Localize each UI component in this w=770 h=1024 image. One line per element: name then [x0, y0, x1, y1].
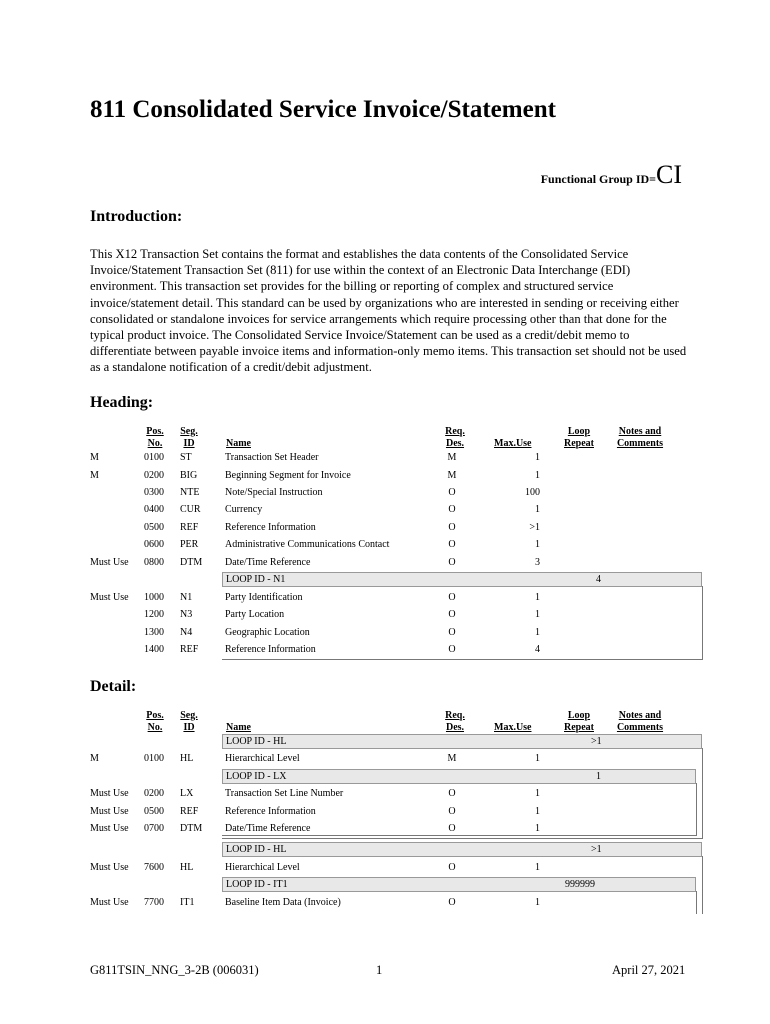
footer-doc-id: G811TSIN_NNG_3-2B (006031) — [90, 963, 259, 977]
table-row: Must Use 0500 REF Reference Information O 1 — [90, 806, 540, 817]
footer-page-number: 1 — [376, 963, 383, 977]
loop-n1-bar — [222, 572, 702, 587]
table-row: 1200 N3 Party Location O 1 — [144, 609, 540, 620]
heading-section-title: Heading: — [90, 394, 154, 411]
table-row: M 0200 BIG Beginning Segment for Invoice M 1 — [90, 470, 540, 481]
loop-hl-label: LOOP ID - HL — [226, 736, 287, 747]
loop-hl-repeat: >1 — [591, 736, 602, 747]
loop-n1-label: LOOP ID - N1 — [226, 574, 286, 585]
col-notes: Notes and Comments — [616, 426, 664, 449]
loop-lx-repeat: 1 — [596, 771, 601, 782]
loop-hl2-repeat: >1 — [591, 844, 602, 855]
table-row: 0300 NTE Note/Special Instruction O 100 — [144, 487, 540, 498]
loop-it1-repeat: 999999 — [565, 879, 595, 890]
table-row: Must Use 7600 HL Hierarchical Level O 1 — [90, 862, 540, 873]
col-loop: Loop Repeat — [564, 426, 594, 449]
table-row: Must Use 0700 DTM Date/Time Reference O 1 — [90, 823, 540, 834]
loop-hl-bar — [222, 734, 702, 749]
loop-hl2-bar — [222, 842, 702, 857]
table-row: Must Use 1000 N1 Party Identification O 1 — [90, 592, 540, 603]
table-row: M 0100 HL Hierarchical Level M 1 — [90, 753, 540, 764]
loop-it1-bar — [222, 877, 696, 892]
table-row: 1400 REF Reference Information O 4 — [144, 644, 540, 655]
col-req: Req. Des. — [445, 426, 465, 449]
table-row: Must Use 0200 LX Transaction Set Line Number O 1 — [90, 788, 540, 799]
loop-n1-repeat: 4 — [596, 574, 601, 585]
col-max: Max.Use — [494, 722, 532, 733]
col-loop: Loop Repeat — [564, 710, 594, 733]
table-row: 0400 CUR Currency O 1 — [144, 504, 540, 515]
col-pos: Pos. No. — [146, 426, 164, 449]
table-row: Must Use 7700 IT1 Baseline Item Data (Invoice) O 1 — [90, 897, 540, 908]
col-max: Max.Use — [494, 438, 532, 449]
functional-group-value: CI — [656, 160, 682, 189]
col-seg: Seg. ID — [180, 426, 198, 449]
col-name: Name — [226, 438, 251, 449]
table-row: 0500 REF Reference Information O >1 — [144, 522, 540, 533]
loop-it1-label: LOOP ID - IT1 — [226, 879, 288, 890]
intro-text: This X12 Transaction Set contains the format and establishes the data contents of the Consolidated Service Invoice/Statement Transaction Set (811) for use within the context of an Electronic Data Interchange (EDI) environment. This transaction set provides for the billing or reporting of complex and structured service invoice/statement detail. This standard can be used by organizations who are interested in sending or receiving either consolidated or standalone invoices for service arrangements which require processing other than that done for the typical product invoice. The Consolidated Service Invoice/Statement can be used as a credit/debit memo to differentiate between payable invoice items and information-only memo items. This transaction set should not be used as a standalone notification of a credit/debit adjustment. — [90, 247, 687, 375]
col-pos: Pos. No. — [146, 710, 164, 733]
col-seg: Seg. ID — [180, 710, 198, 733]
loop-hl2-label: LOOP ID - HL — [226, 844, 287, 855]
detail-section-title: Detail: — [90, 678, 137, 695]
document-title: 811 Consolidated Service Invoice/Statement — [90, 96, 556, 123]
intro-heading: Introduction: — [90, 208, 183, 225]
footer-date: April 27, 2021 — [612, 963, 686, 977]
table-row: 0600 PER Administrative Communications Contact O 1 — [144, 539, 540, 550]
col-req: Req. Des. — [445, 710, 465, 733]
col-notes: Notes and Comments — [616, 710, 664, 733]
table-row: Must Use 0800 DTM Date/Time Reference O 3 — [90, 557, 540, 568]
col-name: Name — [226, 722, 251, 733]
loop-lx-bar — [222, 769, 696, 784]
functional-group-label: Functional Group ID= — [540, 172, 656, 186]
loop-lx-label: LOOP ID - LX — [226, 771, 287, 782]
functional-group-id — [541, 160, 682, 190]
table-row: 1300 N4 Geographic Location O 1 — [144, 627, 540, 638]
table-row: M 0100 ST Transaction Set Header M 1 — [90, 452, 540, 463]
